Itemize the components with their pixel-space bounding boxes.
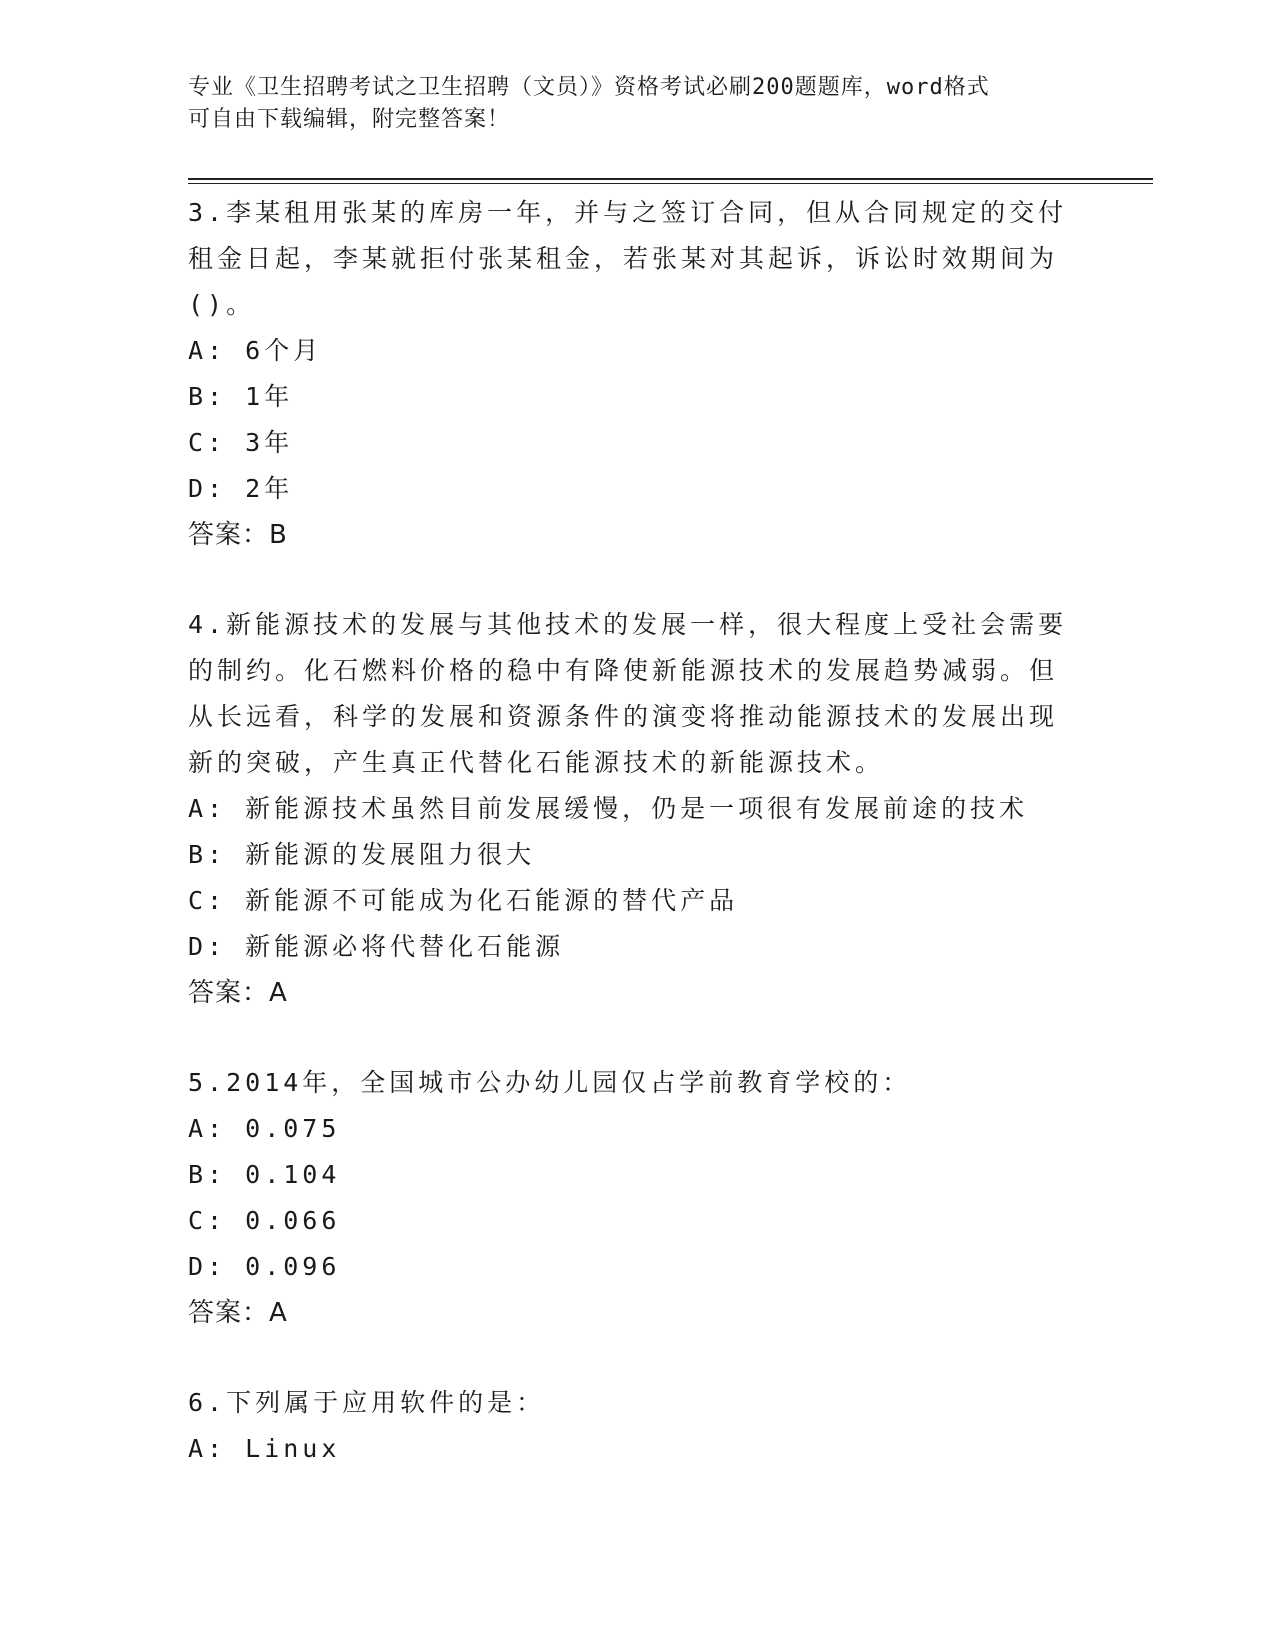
- question-stem: 5.2014年，全国城市公办幼儿园仅占学前教育学校的：: [188, 1068, 912, 1097]
- option-b: B: 新能源的发展阻力很大: [188, 840, 536, 869]
- question-5: [188, 1060, 1068, 1336]
- option-a: A: 新能源技术虽然目前发展缓慢，仍是一项很有发展前途的技术: [188, 794, 1029, 823]
- answer-line: 答案：A: [188, 978, 288, 1008]
- option-c: C: 新能源不可能成为化石能源的替代产品: [188, 886, 739, 915]
- header-line-1: 专业《卫生招聘考试之卫生招聘（文员）》资格考试必刷200题题库，word格式: [188, 75, 990, 100]
- option-d: D: 0.096: [188, 1252, 341, 1281]
- question-stem: 3.李某租用张某的库房一年，并与之签订合同，但从合同规定的交付租金日起，李某就拒付张某租金，若张某对其起诉，诉讼时效期间为()。: [188, 198, 1068, 319]
- question-6: [188, 1380, 1068, 1472]
- option-a: A: 0.075: [188, 1114, 341, 1143]
- option-d: D: 2年: [188, 474, 294, 503]
- question-list: [188, 190, 1068, 1516]
- option-b: B: 0.104: [188, 1160, 341, 1189]
- header-divider-thick: [188, 178, 1153, 180]
- header-divider-thin: [188, 183, 1153, 184]
- answer-line: 答案：A: [188, 1298, 288, 1328]
- option-c: C: 0.066: [188, 1206, 341, 1235]
- option-b: B: 1年: [188, 382, 294, 411]
- question-stem: 4.新能源技术的发展与其他技术的发展一样，很大程度上受社会需要的制约。化石燃料价格的稳中有降使新能源技术的发展趋势减弱。但从长远看，科学的发展和资源条件的演变将推动能源技术的发展出现新的突破，产生真正代替化石能源技术的新能源技术。: [188, 610, 1068, 777]
- option-a: A: 6个月: [188, 336, 323, 365]
- question-4: [188, 602, 1068, 1016]
- header-line-2: 可自由下载编辑，附完整答案！: [188, 107, 511, 132]
- option-d: D: 新能源必将代替化石能源: [188, 932, 565, 961]
- answer-line: 答案：B: [188, 520, 288, 550]
- question-3: [188, 190, 1068, 558]
- question-stem: 6.下列属于应用软件的是：: [188, 1388, 546, 1417]
- option-c: C: 3年: [188, 428, 294, 457]
- document-header: [188, 72, 1068, 136]
- option-a: A: Linux: [188, 1434, 341, 1463]
